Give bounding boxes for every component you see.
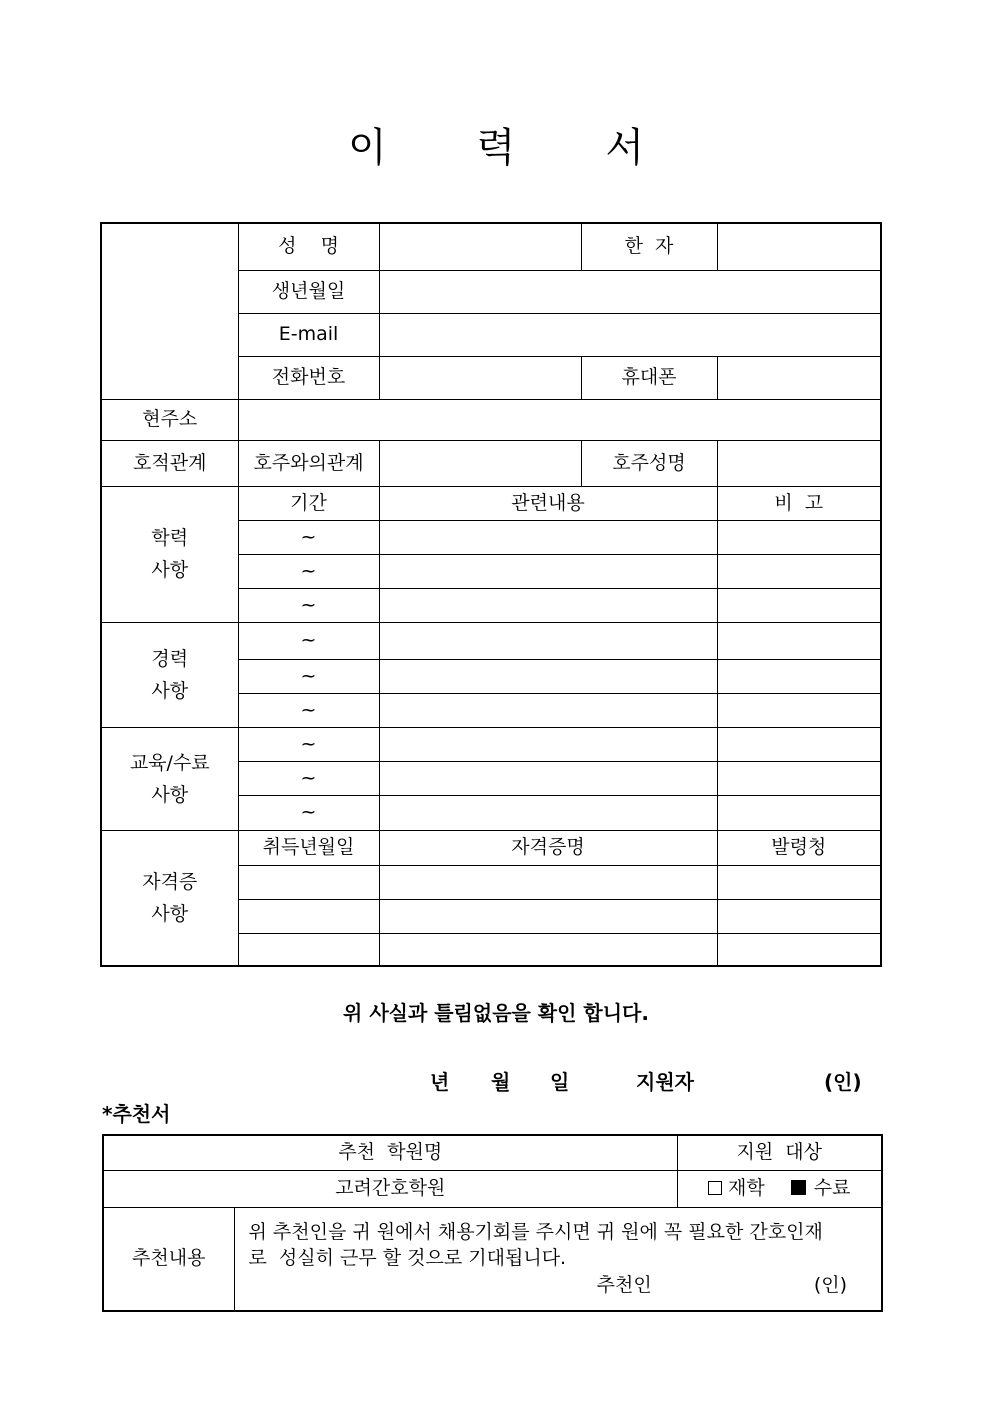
address-field[interactable]	[238, 399, 881, 440]
career-content-3[interactable]	[379, 693, 717, 727]
photo-cell[interactable]	[101, 223, 238, 399]
career-remarks-2[interactable]	[717, 659, 881, 693]
education-header-remarks: 비 고	[717, 486, 881, 520]
license-header-date: 취득년월일	[238, 830, 379, 865]
confirmation-statement: 위 사실과 틀림없음을 확인 합니다.	[343, 1001, 649, 1025]
applicant-label: 지원자	[636, 1070, 694, 1094]
career-content-1[interactable]	[379, 622, 717, 659]
license-name-1[interactable]	[379, 865, 717, 899]
education-section-label: 학력 사항	[101, 486, 238, 622]
recommender-label: 추천인	[596, 1273, 652, 1296]
career-remarks-3[interactable]	[717, 693, 881, 727]
license-date-3[interactable]	[238, 933, 379, 966]
applicant-seal: (인)	[824, 1070, 862, 1094]
checkbox-completed[interactable]	[791, 1180, 806, 1195]
phone-field[interactable]	[379, 356, 581, 399]
recommendation-heading: *추천서	[102, 1102, 171, 1126]
content-line-2: 로 성실히 근무 할 것으로 기대됩니다.	[248, 1246, 567, 1269]
academy-header: 추천 학원명	[103, 1135, 677, 1170]
career-remarks-1[interactable]	[717, 622, 881, 659]
education-period-1[interactable]: ~	[238, 520, 379, 554]
relation-label: 호주와의관계	[238, 440, 379, 486]
phone-label: 전화번호	[238, 356, 379, 399]
relation-field[interactable]	[379, 440, 581, 486]
license-header-issuer: 발령청	[717, 830, 881, 865]
recommender-line	[249, 1271, 876, 1299]
resume-table	[100, 222, 882, 967]
training-period-2[interactable]: ~	[238, 761, 379, 795]
document-title	[0, 118, 992, 178]
name-label: 성 명	[238, 223, 379, 270]
year-label: 년	[430, 1070, 450, 1094]
birth-label: 생년월일	[238, 270, 379, 313]
head-name-label: 호주성명	[581, 440, 717, 486]
birth-field[interactable]	[379, 270, 881, 313]
content-label: 추천내용	[103, 1207, 234, 1311]
head-name-field[interactable]	[717, 440, 881, 486]
license-issuer-2[interactable]	[717, 899, 881, 933]
name-field[interactable]	[379, 223, 581, 270]
address-label: 현주소	[101, 399, 238, 440]
month-label: 월	[491, 1070, 511, 1094]
license-header-name: 자격증명	[379, 830, 717, 865]
title-char-1: 이	[348, 125, 387, 171]
education-remarks-1[interactable]	[717, 520, 881, 554]
training-content-2[interactable]	[379, 761, 717, 795]
training-section-label: 교육/수료 사항	[101, 727, 238, 830]
recommendation-content	[234, 1207, 882, 1311]
target-options	[677, 1170, 882, 1207]
education-content-3[interactable]	[379, 588, 717, 622]
title-char-3: 서	[605, 125, 644, 171]
mobile-label: 휴대폰	[581, 356, 717, 399]
education-content-1[interactable]	[379, 520, 717, 554]
training-period-3[interactable]: ~	[238, 795, 379, 830]
recommendation-table	[102, 1134, 883, 1312]
email-label: E-mail	[238, 313, 379, 356]
training-remarks-2[interactable]	[717, 761, 881, 795]
education-period-3[interactable]: ~	[238, 588, 379, 622]
license-issuer-1[interactable]	[717, 865, 881, 899]
option-enrolled-label: 재학	[728, 1177, 765, 1200]
career-section-label: 경력 사항	[101, 622, 238, 727]
education-header-content: 관련내용	[379, 486, 717, 520]
education-header-period: 기간	[238, 486, 379, 520]
content-line-1: 위 추천인을 귀 원에서 채용기회를 주시면 귀 원에 꼭 필요한 간호인재	[248, 1220, 823, 1243]
academy-name: 고려간호학원	[103, 1170, 677, 1207]
license-date-2[interactable]	[238, 899, 379, 933]
training-remarks-1[interactable]	[717, 727, 881, 761]
career-period-2[interactable]: ~	[238, 659, 379, 693]
education-remarks-2[interactable]	[717, 554, 881, 588]
career-period-1[interactable]: ~	[238, 622, 379, 659]
education-content-2[interactable]	[379, 554, 717, 588]
target-header: 지원 대상	[677, 1135, 882, 1170]
hanja-label: 한 자	[581, 223, 717, 270]
license-name-3[interactable]	[379, 933, 717, 966]
education-period-2[interactable]: ~	[238, 554, 379, 588]
checkbox-enrolled[interactable]	[708, 1181, 722, 1195]
license-section-label: 자격증 사항	[101, 830, 238, 966]
training-content-3[interactable]	[379, 795, 717, 830]
email-field[interactable]	[379, 313, 881, 356]
career-content-2[interactable]	[379, 659, 717, 693]
license-date-1[interactable]	[238, 865, 379, 899]
option-completed-label: 수료	[813, 1177, 851, 1200]
license-issuer-3[interactable]	[717, 933, 881, 966]
mobile-field[interactable]	[717, 356, 881, 399]
recommender-seal: (인)	[813, 1273, 848, 1296]
day-label: 일	[550, 1070, 570, 1094]
family-label: 호적관계	[101, 440, 238, 486]
education-remarks-3[interactable]	[717, 588, 881, 622]
signature-line	[0, 1067, 992, 1097]
training-remarks-3[interactable]	[717, 795, 881, 830]
hanja-field[interactable]	[717, 223, 881, 270]
career-period-3[interactable]: ~	[238, 693, 379, 727]
license-name-2[interactable]	[379, 899, 717, 933]
training-period-1[interactable]: ~	[238, 727, 379, 761]
training-content-1[interactable]	[379, 727, 717, 761]
title-char-2: 력	[476, 125, 516, 171]
